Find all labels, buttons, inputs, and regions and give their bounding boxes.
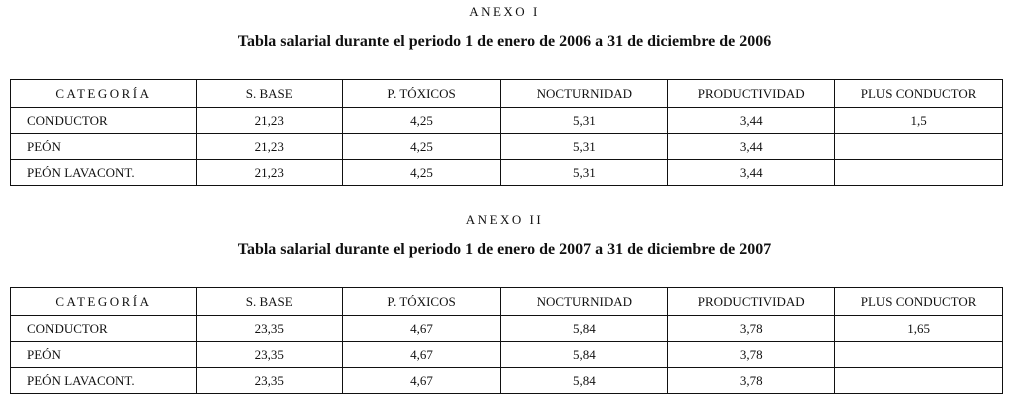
column-header: PLUS CONDUCTOR (835, 288, 1003, 316)
column-header: PRODUCTIVIDAD (668, 80, 835, 108)
column-header: NOCTURNIDAD (501, 288, 668, 316)
table-row (11, 342, 1003, 368)
table-cell: 4,25 (342, 160, 501, 186)
table-cell: 5,31 (501, 160, 668, 186)
salary-table-2007 (10, 287, 1003, 394)
table-cell: PEÓN (11, 134, 197, 160)
column-header: NOCTURNIDAD (501, 80, 668, 108)
header-row (11, 80, 1003, 108)
column-header: S. BASE (196, 80, 342, 108)
table-cell: PEÓN (11, 342, 197, 368)
table-cell: 5,84 (501, 342, 668, 368)
table-cell: 3,44 (668, 160, 835, 186)
table-cell: PEÓN LAVACONT. (11, 160, 197, 186)
table-cell: 4,67 (342, 368, 501, 394)
column-header: S. BASE (196, 288, 342, 316)
table-cell: CONDUCTOR (11, 108, 197, 134)
table-title: Tabla salarial durante el periodo 1 de enero de 2006 a 31 de diciembre de 2006 (237, 33, 772, 50)
table-cell: 23,35 (196, 316, 342, 342)
table-cell: 5,31 (501, 108, 668, 134)
table-cell: 1,5 (835, 108, 1003, 134)
table-cell: CONDUCTOR (11, 316, 197, 342)
table-cell: 4,67 (342, 316, 501, 342)
table-cell: 23,35 (196, 342, 342, 368)
table-row (11, 368, 1003, 394)
table-cell: 3,44 (668, 134, 835, 160)
table-cell: 21,23 (196, 160, 342, 186)
table-row (11, 108, 1003, 134)
table-cell: 4,25 (342, 134, 501, 160)
table-cell: 1,65 (835, 316, 1003, 342)
table-cell: 4,25 (342, 108, 501, 134)
anexo-label: ANEXO I (469, 4, 540, 19)
table-cell: PEÓN LAVACONT. (11, 368, 197, 394)
column-header: CATEGORÍA (11, 80, 197, 108)
table-cell (835, 160, 1003, 186)
table-cell: 5,84 (501, 316, 668, 342)
table-row (11, 316, 1003, 342)
table-row (11, 160, 1003, 186)
table-cell: 4,67 (342, 342, 501, 368)
column-header: P. TÓXICOS (342, 288, 501, 316)
table-cell: 5,84 (501, 368, 668, 394)
table-cell (835, 134, 1003, 160)
table-cell (835, 342, 1003, 368)
table-cell: 21,23 (196, 134, 342, 160)
column-header: PLUS CONDUCTOR (835, 80, 1003, 108)
table-cell: 3,78 (668, 342, 835, 368)
table-cell: 5,31 (501, 134, 668, 160)
table-cell: 3,44 (668, 108, 835, 134)
table-cell: 3,78 (668, 316, 835, 342)
column-header: CATEGORÍA (11, 288, 197, 316)
column-header: P. TÓXICOS (342, 80, 501, 108)
anexo-label: ANEXO II (465, 212, 544, 227)
table-cell: 3,78 (668, 368, 835, 394)
salary-table-2006 (10, 79, 1003, 186)
header-row (11, 288, 1003, 316)
table-row (11, 134, 1003, 160)
table-cell: 21,23 (196, 108, 342, 134)
table-title: Tabla salarial durante el periodo 1 de enero de 2007 a 31 de diciembre de 2007 (237, 241, 772, 258)
table-cell (835, 368, 1003, 394)
table-cell: 23,35 (196, 368, 342, 394)
column-header: PRODUCTIVIDAD (668, 288, 835, 316)
